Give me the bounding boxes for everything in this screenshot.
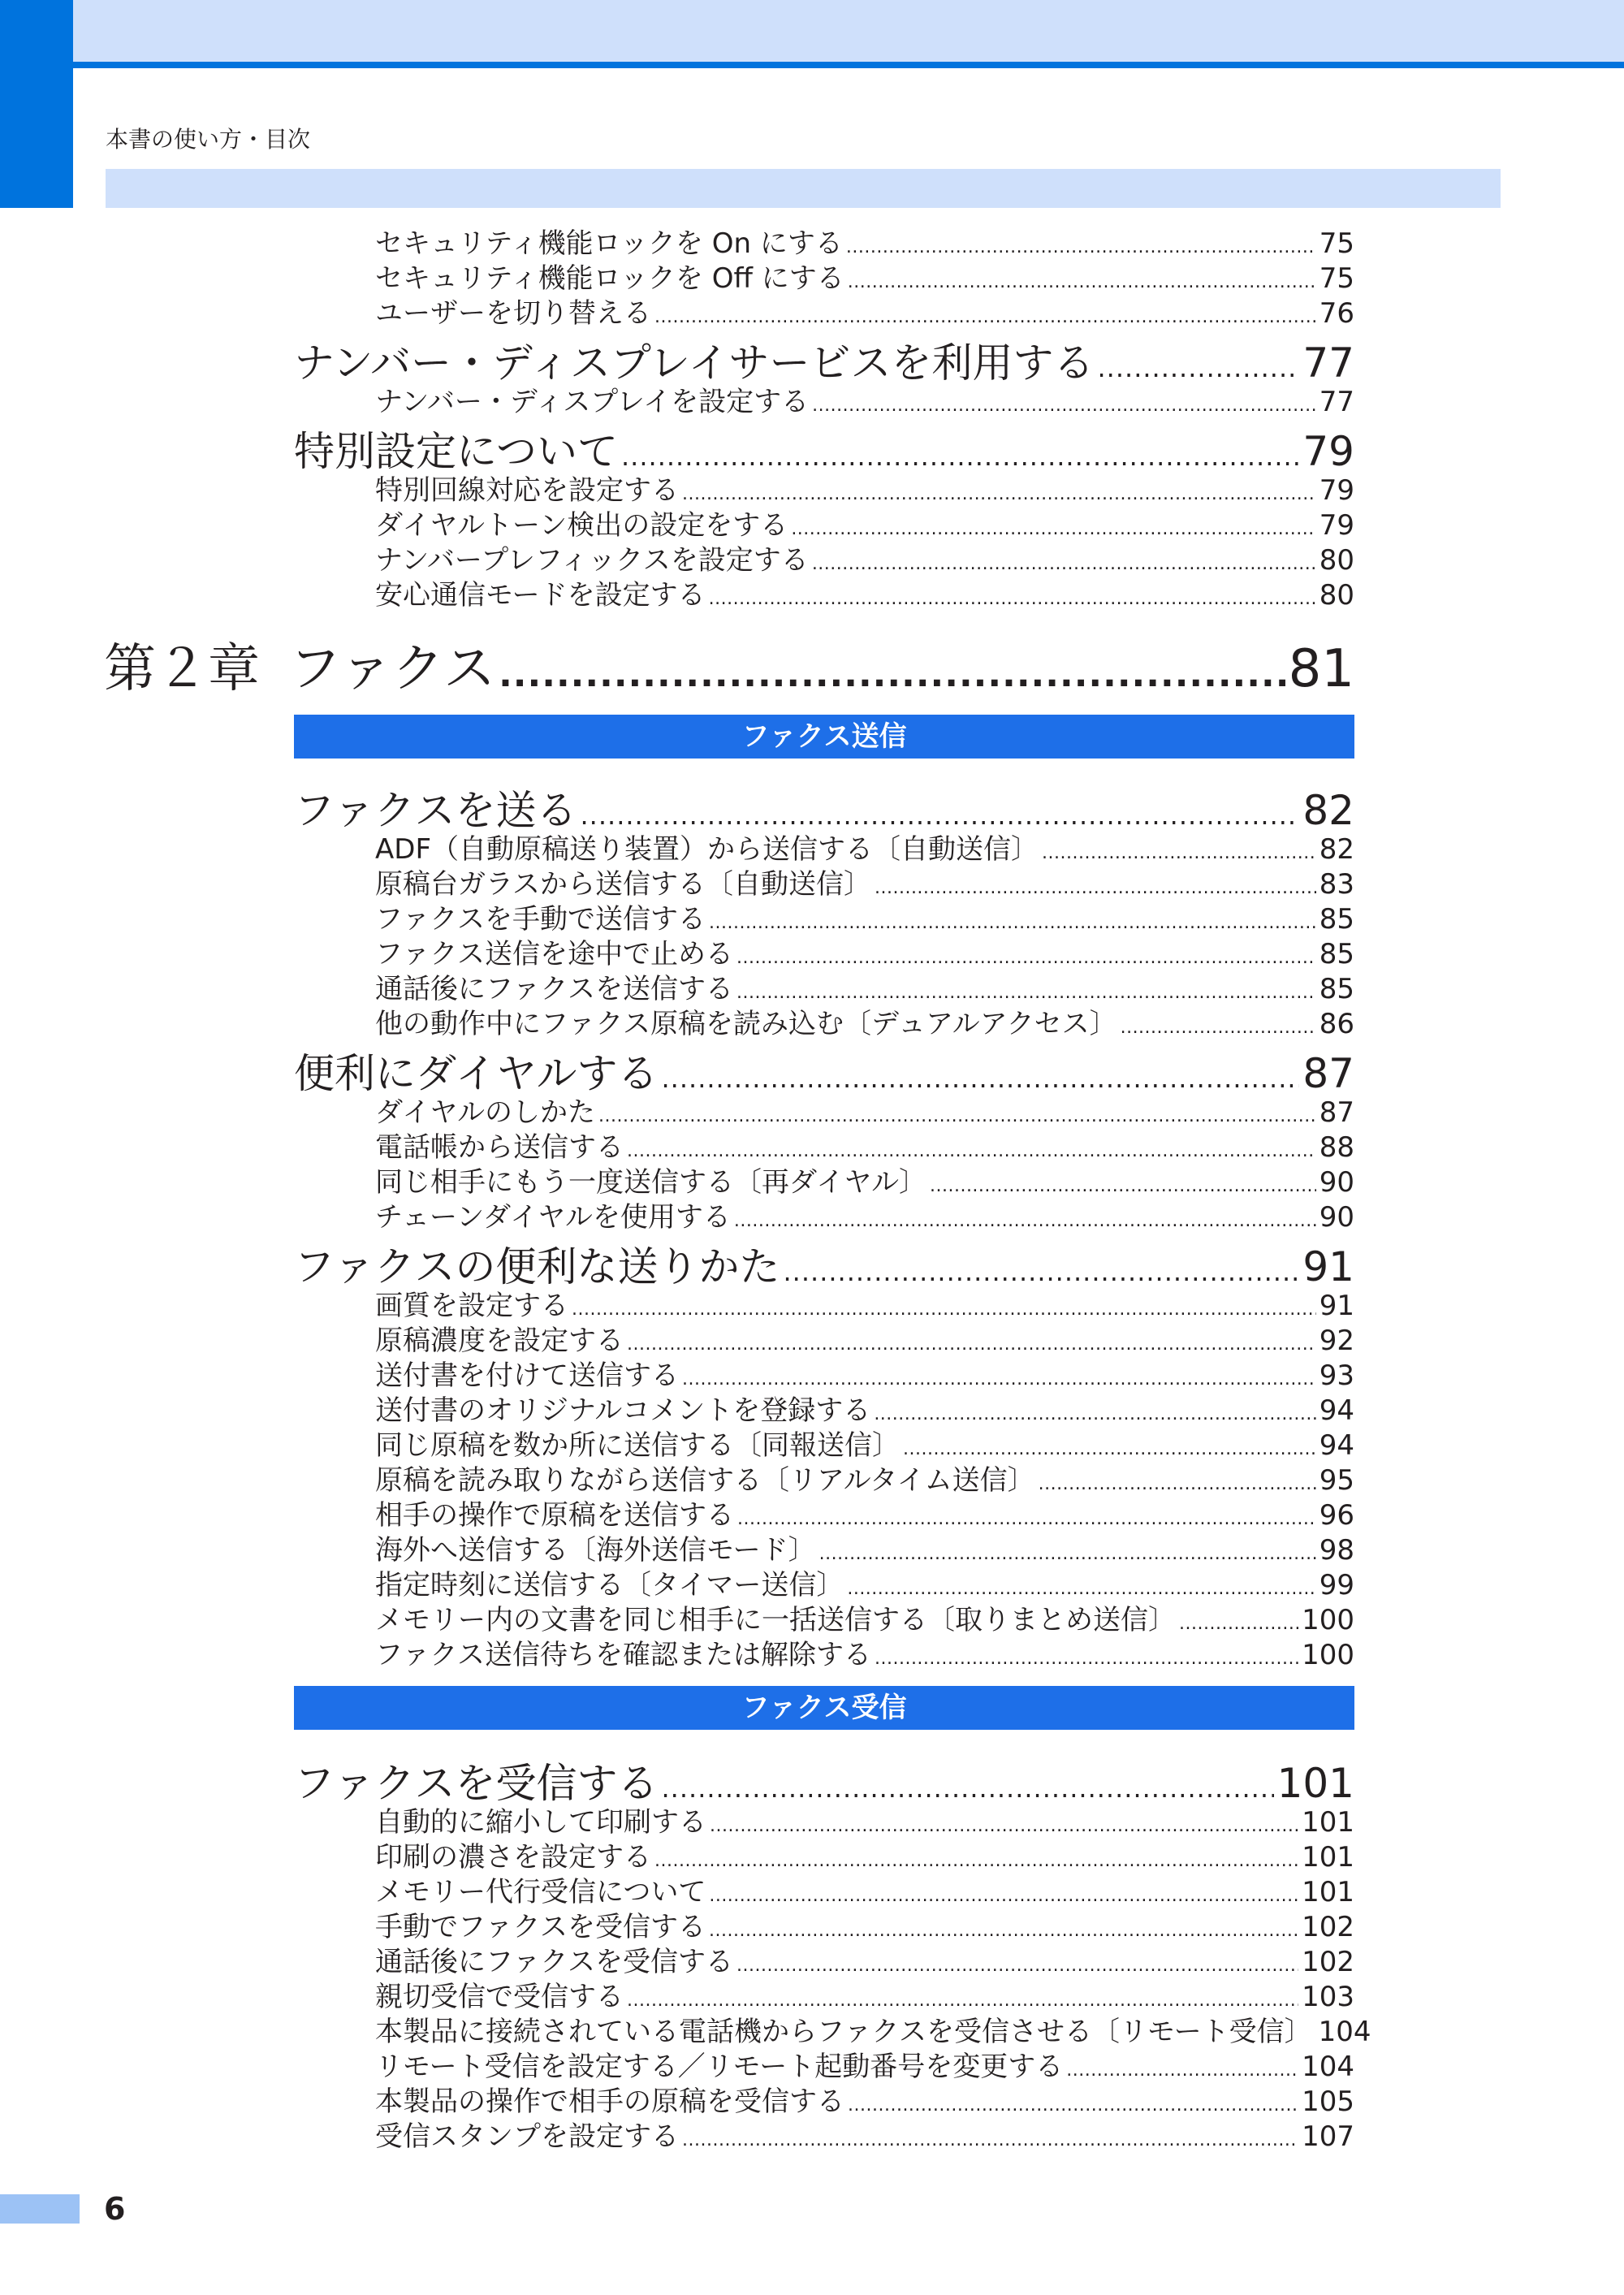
entry-page: 105 bbox=[1302, 2085, 1354, 2118]
toc-entry[interactable] bbox=[375, 538, 1354, 577]
entry-title: 相手の操作で原稿を送信する bbox=[375, 1499, 734, 1532]
toc-section-entry[interactable] bbox=[294, 1234, 1354, 1290]
entry-title: 特別設定について bbox=[294, 428, 618, 475]
entry-title: 同じ相手にもう一度送信する〔再ダイヤル〕 bbox=[375, 1166, 926, 1199]
leader-dots bbox=[848, 2095, 1298, 2116]
leader-dots bbox=[875, 878, 1316, 898]
toc-entry[interactable] bbox=[375, 1493, 1354, 1532]
entry-title: セキュリティ機能ロックを Off にする bbox=[375, 262, 844, 295]
entry-title: ADF（自動原稿送り装置）から送信する〔自動送信〕 bbox=[375, 833, 1039, 866]
entry-page: 82 bbox=[1302, 787, 1354, 834]
toc-entry[interactable] bbox=[375, 1423, 1354, 1462]
toc-entry[interactable] bbox=[375, 1528, 1354, 1567]
entry-page: 91 bbox=[1302, 1243, 1354, 1290]
toc-entry[interactable] bbox=[375, 1869, 1354, 1908]
entry-title: 便利にダイヤルする bbox=[294, 1050, 659, 1097]
leader-dots bbox=[819, 1544, 1316, 1564]
entry-title: ナンバープレフィックスを設定する bbox=[375, 544, 809, 577]
entry-page: 99 bbox=[1319, 1569, 1354, 1601]
toc-entry[interactable] bbox=[375, 1195, 1354, 1234]
leader-dots bbox=[930, 1176, 1316, 1196]
page-number: 6 bbox=[104, 2191, 126, 2227]
leader-dots bbox=[848, 272, 1316, 292]
toc-entry[interactable] bbox=[375, 2009, 1371, 2048]
entry-title: ナンバー・ディスプレイを設定する bbox=[375, 386, 810, 418]
entry-title: 通話後にファクスを送信する bbox=[375, 973, 733, 1005]
entry-title: 原稿台ガラスから送信する〔自動送信〕 bbox=[375, 868, 871, 901]
entry-title: 手動でファクスを受信する bbox=[375, 1911, 706, 1943]
leader-dots bbox=[736, 1956, 1298, 1976]
leader-dots bbox=[654, 1851, 1298, 1871]
entry-title: 親切受信で受信する bbox=[375, 1981, 624, 2013]
entry-title: 自動的に縮小して印刷する bbox=[375, 1806, 706, 1839]
entry-title: 海外へ送信する〔海外送信モード〕 bbox=[375, 1534, 816, 1567]
leader-dots bbox=[682, 1369, 1316, 1390]
entry-page: 90 bbox=[1319, 1201, 1354, 1234]
leader-dots bbox=[709, 1921, 1298, 1941]
leader-dots bbox=[1121, 1018, 1316, 1038]
toc-entry[interactable] bbox=[375, 1125, 1354, 1164]
entry-title: ファクス送信待ちを確認または解除する bbox=[375, 1639, 871, 1671]
toc-entry[interactable] bbox=[375, 291, 1354, 330]
entry-page: 93 bbox=[1319, 1359, 1354, 1392]
entry-page: 77 bbox=[1319, 386, 1354, 418]
entry-page: 96 bbox=[1319, 1499, 1354, 1532]
entry-page: 104 bbox=[1318, 2016, 1371, 2048]
toc-entry[interactable] bbox=[375, 256, 1354, 295]
leader-dots bbox=[654, 307, 1316, 327]
entry-title: 送付書のオリジナルコメントを登録する bbox=[375, 1394, 871, 1427]
entry-page: 107 bbox=[1302, 2120, 1354, 2153]
toc-entry[interactable] bbox=[375, 2079, 1354, 2118]
chapter-title: ファクス bbox=[289, 639, 496, 699]
toc-entry[interactable] bbox=[375, 1939, 1354, 1978]
entry-page: 75 bbox=[1319, 262, 1354, 295]
toc-section-entry[interactable] bbox=[294, 1751, 1354, 1807]
leader-dots bbox=[709, 913, 1316, 933]
leader-dots bbox=[846, 237, 1316, 257]
entry-page: 80 bbox=[1319, 579, 1354, 612]
entry-page: 90 bbox=[1319, 1166, 1354, 1199]
leader-dots bbox=[627, 1334, 1316, 1355]
toc-entry[interactable] bbox=[375, 1597, 1354, 1636]
leader-dots bbox=[709, 589, 1316, 609]
entry-page: 87 bbox=[1302, 1050, 1354, 1097]
toc-entry[interactable] bbox=[375, 1800, 1354, 1839]
entry-page: 101 bbox=[1302, 1876, 1354, 1908]
entry-title: メモリー内の文書を同じ相手に一括送信する〔取りまとめ送信〕 bbox=[375, 1604, 1176, 1636]
entry-page: 95 bbox=[1319, 1464, 1354, 1497]
entry-title: メモリー代行受信について bbox=[375, 1876, 706, 1908]
entry-page: 103 bbox=[1302, 1981, 1354, 2013]
entry-page: 101 bbox=[1302, 1841, 1354, 1874]
entry-page: 82 bbox=[1319, 833, 1354, 866]
leader-dots bbox=[499, 654, 1285, 695]
toc-entry[interactable] bbox=[375, 1632, 1354, 1671]
leader-dots bbox=[627, 1990, 1298, 2011]
entry-title: 画質を設定する bbox=[375, 1290, 568, 1322]
toc-entry[interactable] bbox=[375, 468, 1354, 507]
leader-dots bbox=[812, 395, 1316, 416]
entry-title: 指定時刻に送信する〔タイマー送信〕 bbox=[375, 1569, 844, 1601]
entry-page: 80 bbox=[1319, 544, 1354, 577]
toc-entry[interactable] bbox=[375, 931, 1354, 970]
toc-entry[interactable] bbox=[375, 1974, 1354, 2013]
entry-page: 98 bbox=[1319, 1534, 1354, 1567]
leader-dots bbox=[812, 554, 1316, 574]
leader-dots bbox=[1066, 2060, 1298, 2081]
toc-entry[interactable] bbox=[375, 1001, 1354, 1040]
entry-title: ユーザーを切り替える bbox=[375, 297, 651, 330]
entry-title: ダイヤルトーン検出の設定をする bbox=[375, 509, 788, 542]
toc-entry[interactable] bbox=[375, 379, 1354, 418]
toc-entry[interactable] bbox=[375, 503, 1354, 542]
toc-entry[interactable] bbox=[375, 1090, 1354, 1129]
leader-dots bbox=[682, 2130, 1298, 2150]
entry-title: 本製品に接続されている電話機からファクスを受信させる〔リモート受信〕 bbox=[375, 2016, 1312, 2048]
entry-title: ファクスの便利な送りかた bbox=[294, 1243, 780, 1290]
entry-title: 原稿濃度を設定する bbox=[375, 1325, 624, 1357]
entry-page: 85 bbox=[1319, 903, 1354, 936]
entry-page: 79 bbox=[1319, 474, 1354, 507]
entry-page: 79 bbox=[1319, 509, 1354, 542]
toc-entry[interactable] bbox=[375, 1388, 1354, 1427]
entry-title: 通話後にファクスを受信する bbox=[375, 1946, 733, 1978]
entry-title: ファクスを受信する bbox=[294, 1760, 659, 1807]
toc-section-entry[interactable] bbox=[294, 778, 1354, 834]
leader-dots bbox=[572, 1299, 1316, 1320]
entry-title: 本製品の操作で相手の原稿を受信する bbox=[375, 2085, 844, 2118]
chapter-number: 第２章 bbox=[104, 639, 260, 699]
entry-page: 76 bbox=[1319, 297, 1354, 330]
entry-title: チェーンダイヤルを使用する bbox=[375, 1201, 731, 1234]
entry-page: 102 bbox=[1302, 1946, 1354, 1978]
entry-title: 原稿を読み取りながら送信する〔リアルタイム送信〕 bbox=[375, 1464, 1035, 1497]
leader-dots bbox=[627, 1141, 1316, 1161]
leader-dots bbox=[598, 1106, 1316, 1126]
entry-page: 91 bbox=[1319, 1290, 1354, 1322]
toc-entry[interactable] bbox=[375, 2114, 1354, 2153]
toc-entry[interactable] bbox=[375, 966, 1354, 1005]
entry-page: 83 bbox=[1319, 868, 1354, 901]
entry-page: 102 bbox=[1302, 1911, 1354, 1943]
entry-page: 85 bbox=[1319, 973, 1354, 1005]
entry-page: 75 bbox=[1319, 227, 1354, 260]
leader-dots bbox=[1039, 1474, 1316, 1494]
leader-dots bbox=[903, 1439, 1316, 1459]
entry-page: 77 bbox=[1302, 339, 1354, 387]
entry-title: 送付書を付けて送信する bbox=[375, 1359, 679, 1392]
leader-dots bbox=[791, 519, 1315, 539]
toc-entry[interactable] bbox=[375, 1283, 1354, 1322]
toc-entry[interactable] bbox=[375, 1458, 1354, 1497]
chapter-page: 81 bbox=[1288, 639, 1354, 699]
toc-entry[interactable] bbox=[375, 1353, 1354, 1392]
entry-page: 88 bbox=[1319, 1131, 1354, 1164]
entry-page: 101 bbox=[1302, 1806, 1354, 1839]
toc-section-entry[interactable] bbox=[294, 1041, 1354, 1097]
toc-entry[interactable] bbox=[375, 1562, 1354, 1601]
toc-entry[interactable] bbox=[375, 862, 1354, 901]
leader-dots bbox=[875, 1649, 1298, 1669]
entry-page: 86 bbox=[1319, 1008, 1354, 1040]
entry-title: ファクス送信を途中で止める bbox=[375, 938, 733, 970]
entry-page: 100 bbox=[1302, 1604, 1354, 1636]
entry-title: セキュリティ機能ロックを On にする bbox=[375, 227, 843, 260]
leader-dots bbox=[682, 484, 1316, 504]
leader-dots bbox=[1179, 1614, 1298, 1634]
leader-dots bbox=[737, 1509, 1316, 1529]
entry-page: 104 bbox=[1302, 2051, 1354, 2083]
toc-section-entry[interactable] bbox=[294, 419, 1354, 475]
entry-title: 安心通信モードを設定する bbox=[375, 579, 706, 612]
entry-page: 100 bbox=[1302, 1639, 1354, 1671]
toc-entry[interactable] bbox=[375, 1318, 1354, 1357]
entry-title: ナンバー・ディスプレイサービスを利用する bbox=[294, 339, 1095, 387]
toc-entry[interactable] bbox=[375, 1160, 1354, 1199]
leader-dots bbox=[874, 1404, 1315, 1424]
entry-page: 92 bbox=[1319, 1325, 1354, 1357]
entry-title: 同じ原稿を数か所に送信する〔同報送信〕 bbox=[375, 1429, 900, 1462]
leader-dots bbox=[736, 948, 1316, 968]
leader-dots bbox=[1042, 843, 1316, 863]
chapter-entry[interactable] bbox=[104, 627, 1354, 699]
entry-title: 特別回線対応を設定する bbox=[375, 474, 679, 507]
entry-title: ファクスを手動で送信する bbox=[375, 903, 706, 936]
entry-title: リモート受信を設定する／リモート起動番号を変更する bbox=[375, 2051, 1064, 2083]
entry-page: 85 bbox=[1319, 938, 1354, 970]
entry-title: 電話帳から送信する bbox=[375, 1131, 624, 1164]
entry-title: 受信スタンプを設定する bbox=[375, 2120, 679, 2153]
leader-dots bbox=[710, 1816, 1298, 1836]
section-header-send: ファクス送信 bbox=[294, 715, 1354, 759]
entry-title: ファクスを送る bbox=[294, 787, 577, 834]
entry-page: 94 bbox=[1319, 1394, 1354, 1427]
toc-entry[interactable] bbox=[375, 897, 1354, 936]
footer-tab bbox=[0, 2194, 80, 2224]
toc-entry[interactable] bbox=[375, 2044, 1354, 2083]
section-header-receive: ファクス受信 bbox=[294, 1686, 1354, 1730]
entry-page: 87 bbox=[1319, 1096, 1354, 1129]
leader-dots bbox=[734, 1211, 1316, 1231]
toc-entry[interactable] bbox=[375, 573, 1354, 612]
toc-entry[interactable] bbox=[375, 1835, 1354, 1874]
leader-dots bbox=[709, 1886, 1298, 1906]
entry-page: 79 bbox=[1302, 428, 1354, 475]
entry-page: 101 bbox=[1276, 1760, 1354, 1807]
entry-title: ダイヤルのしかた bbox=[375, 1096, 595, 1129]
entry-title: 印刷の濃さを設定する bbox=[375, 1841, 651, 1874]
toc-entry[interactable] bbox=[375, 221, 1354, 260]
entry-page: 94 bbox=[1319, 1429, 1354, 1462]
toc-entry[interactable] bbox=[375, 1904, 1354, 1943]
leader-dots bbox=[847, 1579, 1315, 1599]
toc-entry[interactable] bbox=[375, 827, 1354, 866]
entry-title: 他の動作中にファクス原稿を読み込む〔デュアルアクセス〕 bbox=[375, 1008, 1117, 1040]
leader-dots bbox=[736, 983, 1316, 1003]
running-header: 本書の使い方・目次 bbox=[106, 126, 311, 153]
toc-section-entry[interactable] bbox=[294, 331, 1354, 387]
